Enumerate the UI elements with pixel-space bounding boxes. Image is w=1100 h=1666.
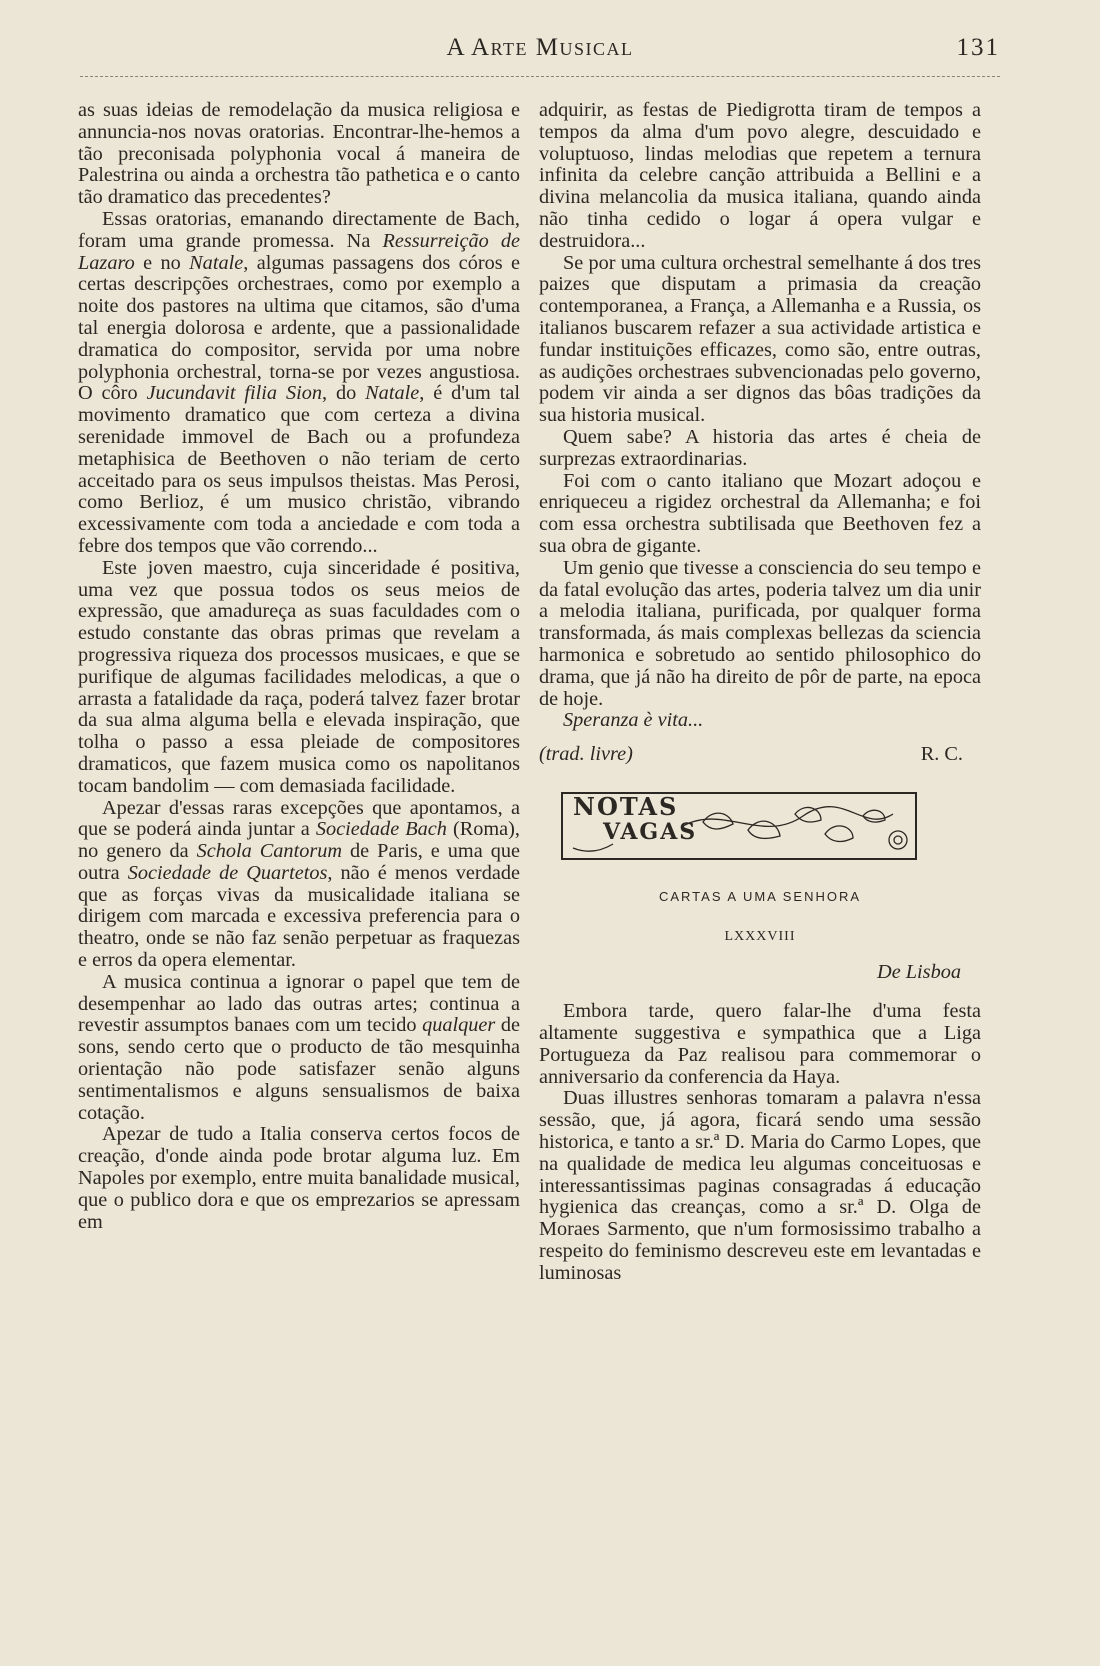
- paragraph: Se por uma cultura orchestral semelhante á dos tres paizes que disputam a primasia da creação contemporanea, a França, a Allemanha e a Russia, os italianos buscarem refazer a sua actividade artistica e fundar instituições efficazes, como são, entre outras, as audições orchestraes subvencionadas pelo governo, podem vir ainda a ser dignos das bôas tradições da sua historia musical.: [539, 251, 981, 427]
- institution-name: Sociedade Bach: [315, 818, 447, 841]
- institution-name: Schola Cantorum: [196, 840, 343, 863]
- paragraph: Foi com o canto italiano que Mozart adoçou e enriqueceu a rigidez orchestral da Allemanha; e foi com essa orchestra subtilisada que Beethoven fez a sua obra de gigante.: [539, 469, 981, 557]
- paragraph: Um genio que tivesse a consciencia do seu tempo e da fatal evolução das artes, poderia talvez um dia unir a melodia italiana, purificada, por qualquer forma transformada, ás mais complexas bellezas da sciencia harmonica e sobretudo ao sentido philosophico do drama, que já não ha direito de pôr de parte, na epoca de hoje.: [539, 556, 981, 710]
- notas-vagas-logo: [561, 792, 917, 860]
- paragraph: Apezar de tudo a Italia conserva certos focos de creação, d'onde ainda pode brotar alguma luz. Em Napoles por exemplo, entre muita banalidade musical, que o publico dora e que os emprezarios se apressam em: [78, 1123, 520, 1233]
- work-title: Natale: [365, 382, 420, 405]
- running-title: A Arte Musical: [446, 34, 634, 61]
- page-number: 131: [956, 34, 1000, 61]
- header-rule: [80, 76, 1000, 77]
- paragraph: Embora tarde, quero falar-lhe d'uma festa altamente suggestiva e sympathica que a Liga Portugueza da Paz realisou para commemorar o anniversario da conferencia da Haya.: [539, 1000, 981, 1088]
- letter-number: LXXXVIII: [724, 928, 796, 944]
- paragraph: A musica continua a ignorar o papel que tem de desempenhar ao lado das outras artes; continua a revestir assumptos banaes com um tecido qualquer de sons, sendo certo que o producto de tão mesquinha orientação não pode satisfazer senão alguns sentimentalismos e alguns sensualismos de baixa cotação.: [78, 970, 520, 1124]
- section-title: CARTAS A UMA SENHORA: [658, 888, 862, 904]
- logo-word-vagas: VAGAS: [603, 818, 698, 845]
- paragraph: Essas oratorias, emanando directamente de Bach, foram uma grande promessa. Na Ressurreição de Lazaro e no Natale, algumas passagens dos córos e certas descripções orchestraes, como por exemplo a noite dos pastores na ultima que citamos, são d'uma tal energia dolorosa e ardente, que a passionalidade dramatica do compositor, servida por uma nobre polyphonia orchestral, torna-se por vezes angustiosa. O côro Jucundavit filia Sion, do Natale, é d'um tal movimento dramatico que com certeza a divina serenidade immovel de Bach ou a profundeza metaphisica de Beethoven o não teriam de certo acceitado para os seus impulsos theistas. Mas Perosi, como Berlioz, é um musico christão, vibrando excessivamente com toda a anciedade e com toda a febre dos tempos que vão correndo...: [78, 207, 520, 557]
- paragraph: adquirir, as festas de Piedigrotta tiram de tempos a tempos da alma d'um povo alegre, descuidado e voluptuoso, lindas melodias que repetem a ternura infinita da celebre canção attribuida a Bellini e a divina melancolia da musica italiana, quando ainda não tinha cedido o logar á opera vulgar e destruidora...: [539, 99, 981, 252]
- page-header: [80, 30, 1000, 70]
- paragraph: Duas illustres senhoras tomaram a palavra n'essa sessão, que, já agora, ficará sendo uma sessão historica, e tanto a sr.ª D. Maria do Carmo Lopes, que na qualidade de medica leu algumas conceituosas e interessantissimas paginas consagradas á educação hygienica das creanças, como a sr.ª D. Olga de Moraes Sarmento, que n'um formosissimo trabalho a respeito do feminismo descreveu este em levantadas e luminosas: [539, 1087, 981, 1284]
- institution-name: Sociedade de Quartetos: [127, 861, 328, 884]
- emphasis: qualquer: [422, 1014, 496, 1037]
- closing-motto: Speranza è vita...: [563, 709, 704, 732]
- work-title: Jucundavit filia Sion: [146, 382, 322, 405]
- right-column: [539, 100, 981, 1285]
- paragraph: Apezar d'essas raras excepções que apontamos, a que se poderá ainda juntar a Sociedade Bach (Roma), no genero da Schola Cantorum de Paris, e uma que outra Sociedade de Quartetos, não é menos verdade que as forças vivas da musicalidade italiana se dirigem com marcada e excessiva preferencia para o theatro, onde se não faz senão perpetuar as fraquezas e erros da opera elementar.: [78, 796, 520, 972]
- letter-place: De Lisboa: [877, 960, 961, 983]
- paragraph: Este joven maestro, cuja sinceridade é positiva, uma vez que possua todos os seus meios de expressão, que amadureça as suas faculdades com o estudo constante das obras primas que revelam a progressiva riqueza dos processos musicaes, e que se purifique de algumas facilidades melodicas, a que o arrasta a fatalidade da raça, poderá talvez fazer brotar da sua alma alguma bella e elevada inspiração, que tolha o passo a essa pleiade de compositores dramaticos, que fazem musica como os napolitanos tocam bandolim — com demasiada facilidade.: [78, 556, 520, 797]
- work-title: Ressurreição de Lazaro: [78, 229, 520, 274]
- author-signature: R. C.: [920, 743, 963, 766]
- logo-word-notas: NOTAS: [573, 791, 679, 821]
- signature-line: [539, 744, 981, 766]
- paragraph: Quem sabe? A historia das artes é cheia de surprezas extraordinarias.: [539, 425, 981, 470]
- translation-note: (trad. livre): [539, 743, 633, 766]
- left-column: [78, 100, 520, 1233]
- paragraph: as suas ideias de remodelação da musica religiosa e annuncia-nos novas oratorias. Encontrar-lhe-hemos a tão preconisada polyphonia vocal á maneira de Palestrina ou ainda a orchestra tão pathetica e o canto tão dramatico das precedentes?: [78, 99, 520, 209]
- work-title: Natale: [189, 251, 244, 274]
